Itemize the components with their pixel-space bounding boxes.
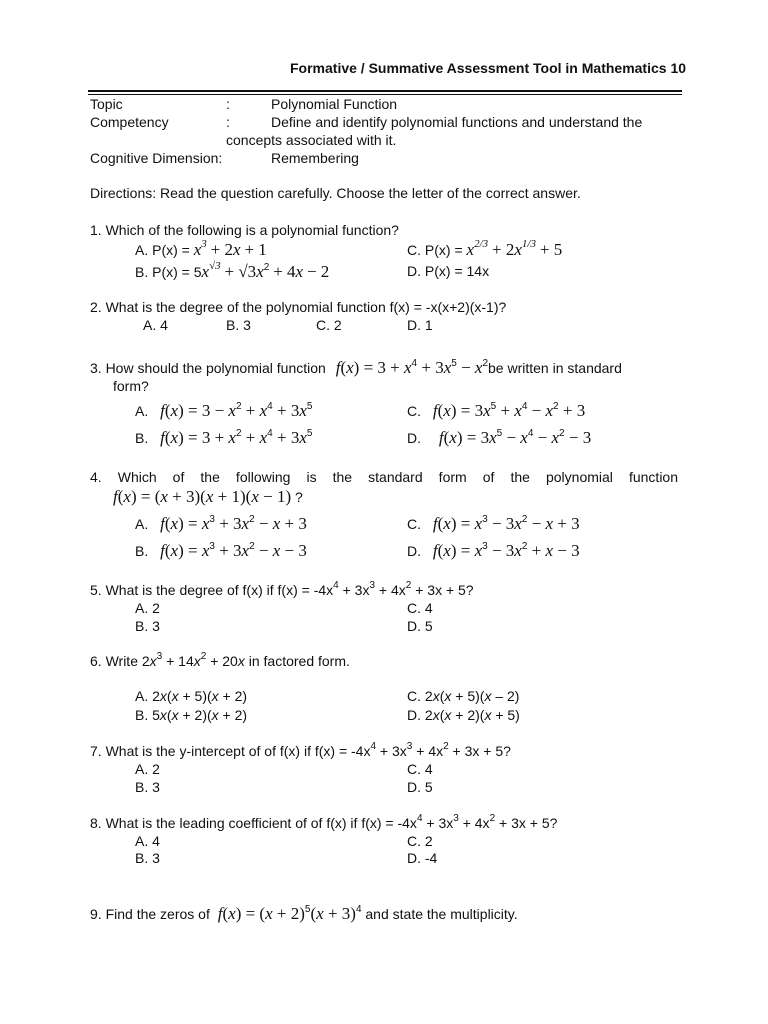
- q6-option-c: C. 2x(x + 5)(x – 2): [407, 688, 520, 704]
- cognitive-dimension-value: Remembering: [271, 150, 359, 166]
- q1-option-a: A. $P(x) = x^3 + 2x + 1$: [135, 238, 267, 259]
- question-7: 7. What is the y-intercept of of f(x) if $f(x) = -4x^4 + 3x^3 + 4x^2 + 3x + 5$?: [90, 741, 511, 759]
- q4-option-c: C. $f(x) = x^3 - 3x^2 - x + 3$: [407, 514, 580, 533]
- q8-option-a: A. 4: [135, 833, 160, 849]
- cognitive-dimension-label: Cognitive Dimension:: [90, 150, 223, 166]
- question-4-function: f(x) = (x + 3)(x + 1)(x − 1) ?: [113, 487, 303, 506]
- q5-option-b: B. 3: [135, 618, 160, 634]
- q6-option-d: D. 2x(x + 2)(x + 5): [407, 707, 520, 723]
- q6-option-a: A. 2x(x + 5)(x + 2): [135, 688, 248, 704]
- q3-option-a: A. $f(x) = 3 - x^2 + x^4 + 3x^5$: [135, 401, 313, 420]
- question-4: 4. Which of the following is the standard form of the polynomial function: [90, 469, 678, 485]
- question-8: 8. What is the leading coefficient of of f(x) if $f(x) = -4x^4 + 3x^3 + 4x^2 + 3x + 5$?: [90, 813, 558, 831]
- q3-option-d: D. $f(x) = 3x^5 - x^4 - x^2 - 3$: [407, 428, 592, 447]
- question-3: 3. How should the polynomial function $f(x) = 3 + x^4 + 3x^5 - x^2be$ written in standard: [90, 358, 622, 377]
- question-3-continued: form?: [113, 378, 149, 394]
- q2-option-c: C. 2: [316, 317, 342, 333]
- q3-option-c: C. $f(x) = 3x^5 + x^4 - x^2 + 3$: [407, 401, 586, 420]
- topic-value: Polynomial Function: [271, 96, 398, 112]
- topic-colon: :: [226, 96, 230, 112]
- q1-option-b: B. $P(x) = 5x^{√3} + √3x^2 + 4x - 2$: [135, 260, 330, 281]
- q4-option-b: B. $f(x) = x^3 + 3x^2 - x - 3$: [135, 541, 307, 560]
- competency-value-continued: concepts associated with it.: [226, 132, 397, 148]
- q8-option-d: D. -4: [407, 850, 438, 866]
- directions: Directions: Read the question carefully. Choose the letter of the correct answer.: [90, 185, 581, 201]
- q8-option-b: B. 3: [135, 850, 160, 866]
- q6-option-b: B. 5x(x + 2)(x + 2): [135, 707, 248, 723]
- question-5: 5. What is the degree of f(x) if $f(x) = -4x^4 + 3x^3 + 4x^2 + 3x + 5$?: [90, 580, 474, 598]
- q1-option-d: D. P(x) = 14x: [407, 263, 490, 279]
- topic-label: Topic: [90, 96, 123, 112]
- competency-colon: :: [226, 114, 230, 130]
- question-1: 1. Which of the following is a polynomial function?: [90, 222, 399, 238]
- page-title: Formative / Summative Assessment Tool in Mathematics 10: [290, 60, 687, 76]
- question-2: 2. What is the degree of the polynomial function f(x) = -x(x+2)(x-1)?: [90, 299, 507, 315]
- q5-option-c: C. 4: [407, 600, 433, 616]
- competency-value: Define and identify polynomial functions and understand the: [271, 114, 643, 130]
- q5-option-a: A. 2: [135, 600, 160, 616]
- q7-option-c: C. 4: [407, 761, 433, 777]
- q4-option-a: A. $f(x) = x^3 + 3x^2 - x + 3$: [135, 514, 307, 533]
- q7-option-b: B. 3: [135, 779, 160, 795]
- q2-option-b: B. 3: [226, 317, 251, 333]
- q4-option-d: D. $f(x) = x^3 - 3x^2 + x - 3$: [407, 541, 580, 560]
- q8-option-c: C. 2: [407, 833, 433, 849]
- q3-option-b: B. $f(x) = 3 + x^2 + x^4 + 3x^5$: [135, 428, 313, 447]
- q7-option-a: A. 2: [135, 761, 160, 777]
- competency-label: Competency: [90, 114, 169, 130]
- q2-option-d: D. 1: [407, 317, 433, 333]
- q7-option-d: D. 5: [407, 779, 433, 795]
- header-rule-thick: [88, 90, 682, 92]
- q2-option-a: A. 4: [143, 317, 168, 333]
- question-9: 9. Find the zeros of $f(x) = (x + 2)^5(x + 3)^4$ and state the multiplicity.: [90, 904, 518, 923]
- header-rule-thin: [88, 94, 682, 95]
- q5-option-d: D. 5: [407, 618, 433, 634]
- question-6: 6. Write $2x^3 + 14x^2 + 20x$ in factored form.: [90, 651, 350, 669]
- q1-option-c: C. $P(x) = x^{2/3} + 2x^{1/3} + 5$: [407, 238, 563, 259]
